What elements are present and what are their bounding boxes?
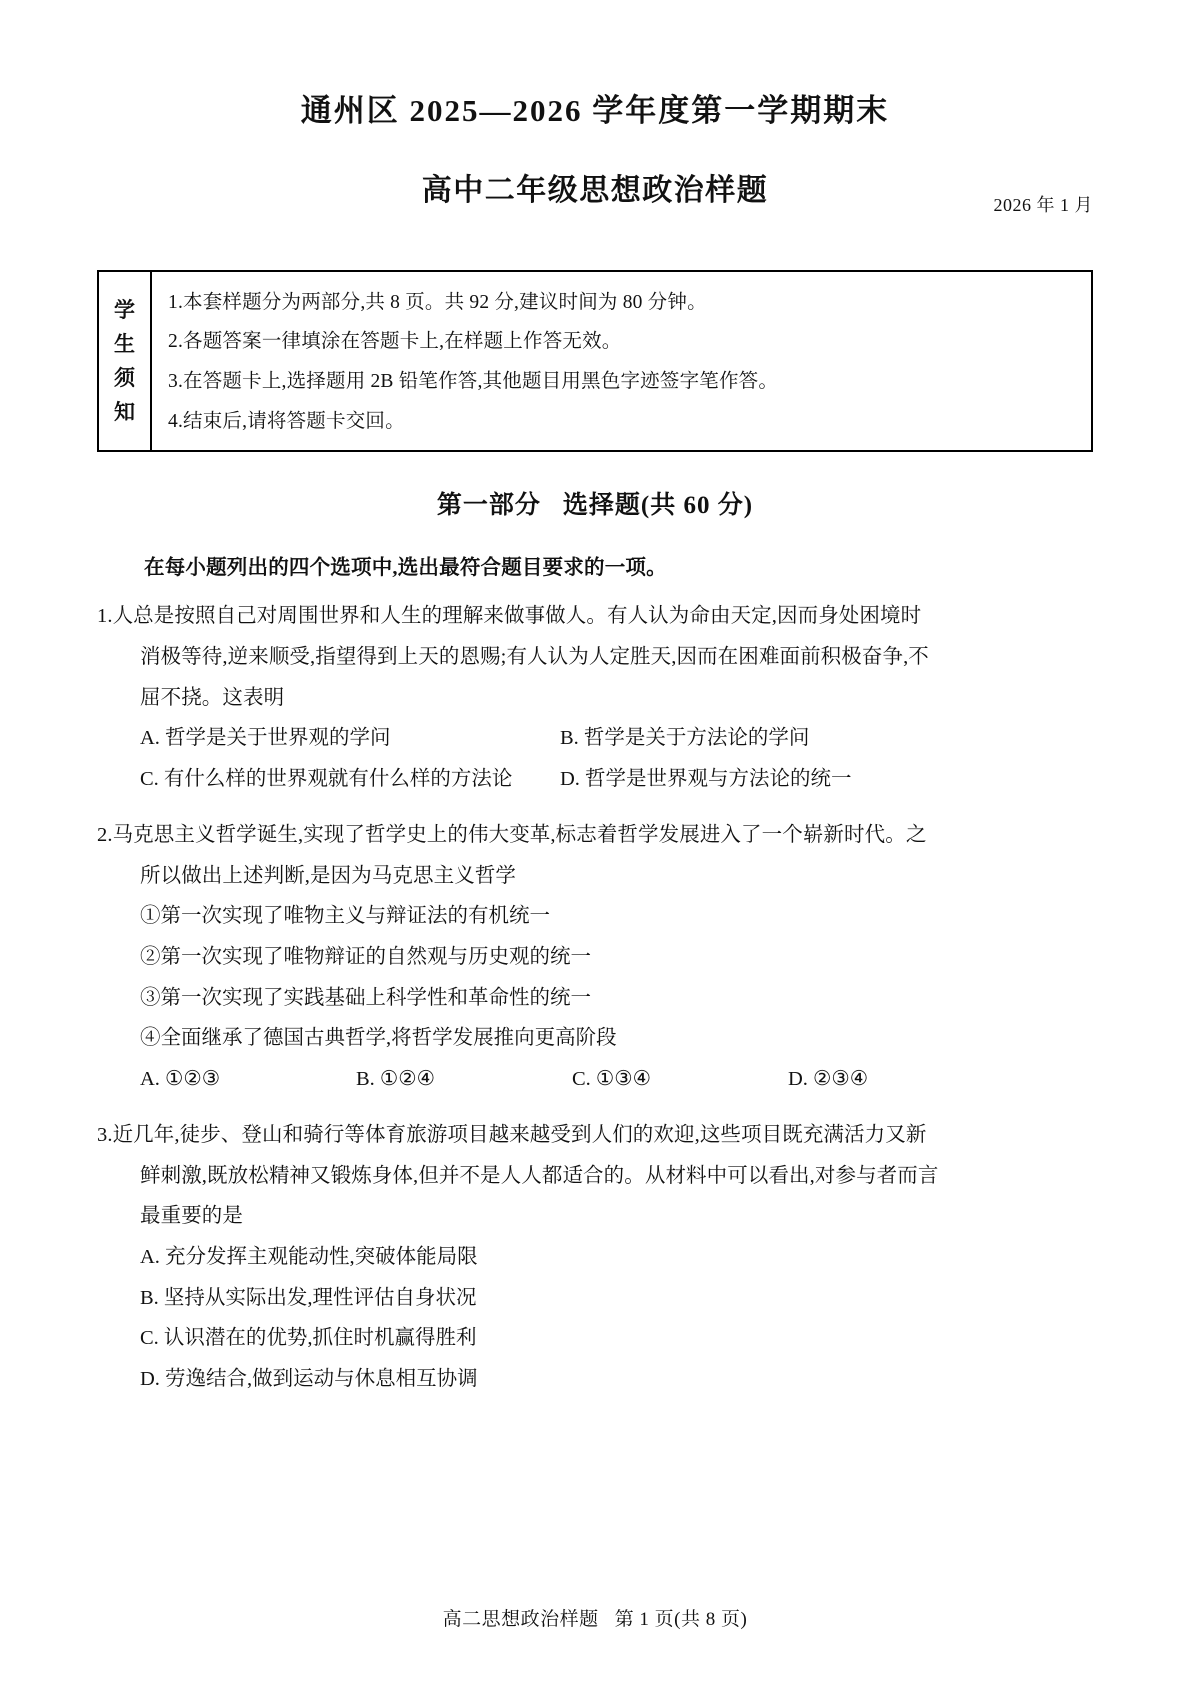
question-1-number: 1. <box>97 605 113 628</box>
exam-title-sub: 高中二年级思想政治样题 <box>421 173 769 207</box>
question-3-stem-text-0: 近几年,徒步、登山和骑行等体育旅游项目越来越受到人们的欢迎,这些项目既充满活力又新 <box>112 1124 927 1147</box>
question-2-number: 2. <box>97 824 113 847</box>
notice-label-char-0: 学 <box>114 297 135 322</box>
question-1-stem-line-1: 消极等待,逆来顺受,指望得到上天的恩赐;有人认为人定胜天,因而在困难面前积极奋争,不 <box>140 645 929 668</box>
subtitle-row <box>97 173 1093 217</box>
student-notice-box <box>97 270 1093 453</box>
notice-label-char-1: 生 <box>114 331 135 356</box>
exam-title-main: 通州区 2025—2026 学年度第一学期期末 <box>300 93 890 128</box>
question-3-stem-line-2: 最重要的是 <box>140 1205 243 1228</box>
question-1-options-row-1 <box>97 759 1093 800</box>
question-3-stem-line-0 <box>97 1115 1093 1156</box>
notice-item: 2.各题答案一律填涂在答题卡上,在样题上作答无效。 <box>168 331 622 353</box>
notice-item: 4.结束后,请将答题卡交回。 <box>168 411 405 433</box>
student-notice-label <box>99 272 152 451</box>
footer-subject: 高二思想政治样题 <box>442 1609 599 1630</box>
question-2-sub-item-1: ①第一次实现了唯物主义与辩证法的有机统一 <box>140 905 550 928</box>
question-2-sub-item-3: ③第一次实现了实践基础上科学性和革命性的统一 <box>140 986 591 1009</box>
notice-label-char-3: 知 <box>114 399 135 424</box>
question-2-sub-item-4: ④全面继承了德国古典哲学,将哲学发展推向更高阶段 <box>140 1027 617 1050</box>
notice-label-char-2: 须 <box>114 365 135 390</box>
question-1-option-c[interactable]: C. 有什么样的世界观就有什么样的方法论 <box>140 767 513 790</box>
question-2-stem-text-0: 马克思主义哲学诞生,实现了哲学史上的伟大变革,标志着哲学发展进入了一个崭新时代。之 <box>112 824 927 847</box>
question-1-stem-text-0: 人总是按照自己对周围世界和人生的理解来做事做人。有人认为命由天定,因而身处困境时 <box>112 605 922 628</box>
notice-item: 1.本套样题分为两部分,共 8 页。共 92 分,建议时间为 80 分钟。 <box>168 291 707 313</box>
student-notice-items <box>152 272 1091 451</box>
part-direction: 在每小题列出的四个选项中,选出最符合题目要求的一项。 <box>144 557 667 580</box>
question-3-option-b[interactable]: B. 坚持从实际出发,理性评估自身状况 <box>140 1286 477 1309</box>
question-3 <box>97 1115 1093 1399</box>
notice-item: 3.在答题卡上,选择题用 2B 铅笔作答,其他题目用黑色字迹签字笔作答。 <box>168 371 779 393</box>
question-1-stem-line-0 <box>97 596 1093 637</box>
question-2-sub-item-2: ②第一次实现了唯物辩证的自然观与历史观的统一 <box>140 946 591 968</box>
question-1-option-a[interactable]: A. 哲学是关于世界观的学问 <box>140 727 391 750</box>
page-footer <box>0 1604 1190 1631</box>
question-2 <box>97 815 1093 1099</box>
part-name: 选择题(共 60 分) <box>562 492 754 520</box>
question-2-stem-line-1: 所以做出上述判断,是因为马克思主义哲学 <box>140 864 517 887</box>
question-1 <box>97 596 1093 799</box>
question-2-stem-line-0 <box>97 815 1093 856</box>
question-3-option-a[interactable]: A. 充分发挥主观能动性,突破体能局限 <box>140 1246 478 1269</box>
question-1-option-b[interactable]: B. 哲学是关于方法论的学问 <box>560 727 810 750</box>
question-3-option-d[interactable]: D. 劳逸结合,做到运动与休息相互协调 <box>140 1367 478 1390</box>
page-header <box>97 0 1093 217</box>
footer-page-number: 第 1 页(共 8 页) <box>614 1609 748 1630</box>
part-label: 第一部分 <box>436 492 541 520</box>
question-2-option-d[interactable]: D. ②③④ <box>788 1067 869 1090</box>
question-2-options-row <box>97 1059 1093 1100</box>
part-one-header <box>97 485 1093 521</box>
question-1-options-row-0 <box>97 718 1093 759</box>
exam-date: 2026 年 1 月 <box>993 194 1093 215</box>
question-2-option-c[interactable]: C. ①③④ <box>572 1067 652 1090</box>
question-1-stem-line-2: 屈不挠。这表明 <box>140 686 285 709</box>
question-3-option-c[interactable]: C. 认识潜在的优势,抓住时机赢得胜利 <box>140 1327 477 1350</box>
question-3-number: 3. <box>97 1124 113 1147</box>
question-3-stem-line-1: 鲜刺激,既放松精神又锻炼身体,但并不是人人都适合的。从材料中可以看出,对参与者而言 <box>140 1164 939 1187</box>
question-2-option-a[interactable]: A. ①②③ <box>140 1067 221 1090</box>
question-1-option-d[interactable]: D. 哲学是世界观与方法论的统一 <box>560 767 852 790</box>
question-2-option-b[interactable]: B. ①②④ <box>356 1067 436 1090</box>
